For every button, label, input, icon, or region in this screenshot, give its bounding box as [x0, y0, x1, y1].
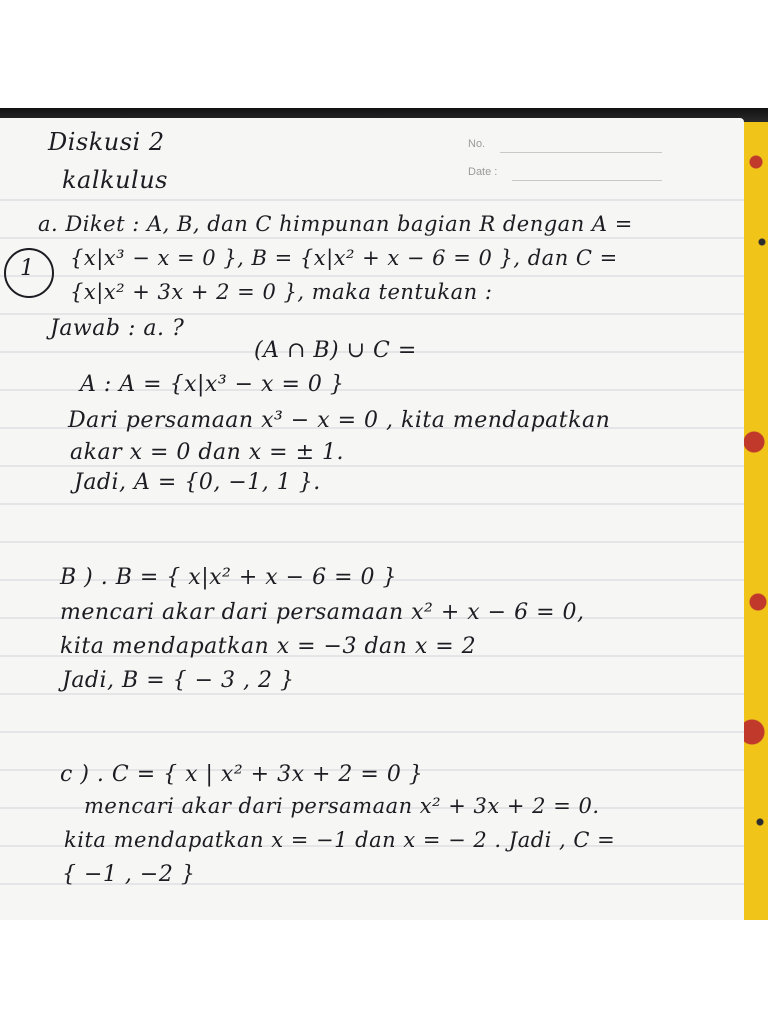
answer-b-line-3: kita mendapatkan x = −3 dan x = 2 [60, 634, 477, 659]
answer-a-line-1: Jawab : a. ? [50, 316, 185, 341]
no-line [500, 152, 662, 153]
answer-a-line-2: (A ∩ B) ∪ C = [254, 338, 417, 363]
answer-a-line-5: akar x = 0 dan x = ± 1. [70, 440, 344, 465]
answer-a-line-3: A : A = {x|x³ − x = 0 } [80, 372, 345, 397]
background-bottom [0, 920, 768, 1024]
answer-a-line-4: Dari persamaan x³ − x = 0 , kita mendapatkan [68, 408, 611, 433]
answer-b-line-1: B ) . B = { x|x² + x − 6 = 0 } [60, 565, 397, 590]
answer-b-line-2: mencari akar dari persamaan x² + x − 6 = 0, [60, 600, 585, 625]
question-line-3: {x|x² + 3x + 2 = 0 }, maka tentukan : [70, 280, 493, 304]
date-label: Date : [468, 166, 498, 178]
answer-c-line-1: c ) . C = { x | x² + 3x + 2 = 0 } [60, 762, 424, 787]
answer-c-line-2: mencari akar dari persamaan x² + 3x + 2 = 0. [84, 794, 600, 818]
question-line-1: a. Diket : A, B, dan C himpunan bagian R dengan A = [38, 212, 633, 236]
notebook-cover-edge [744, 122, 768, 920]
answer-c-line-3: kita mendapatkan x = −1 dan x = − 2 . Jadi , C = [64, 828, 616, 852]
date-line [512, 180, 662, 181]
answer-a-line-6: Jadi, A = {0, −1, 1 }. [74, 470, 321, 495]
question-line-2: {x|x³ − x = 0 }, B = {x|x² + x − 6 = 0 }, dan C = [70, 246, 618, 270]
background-top [0, 0, 768, 112]
title-line-1: Diskusi 2 [48, 128, 165, 156]
question-number: 1 [20, 256, 35, 281]
title-line-2: kalkulus [62, 166, 168, 194]
no-label: No. [468, 138, 486, 150]
answer-c-line-4: { −1 , −2 } [62, 862, 196, 887]
answer-b-line-4: Jadi, B = { − 3 , 2 } [62, 668, 295, 693]
